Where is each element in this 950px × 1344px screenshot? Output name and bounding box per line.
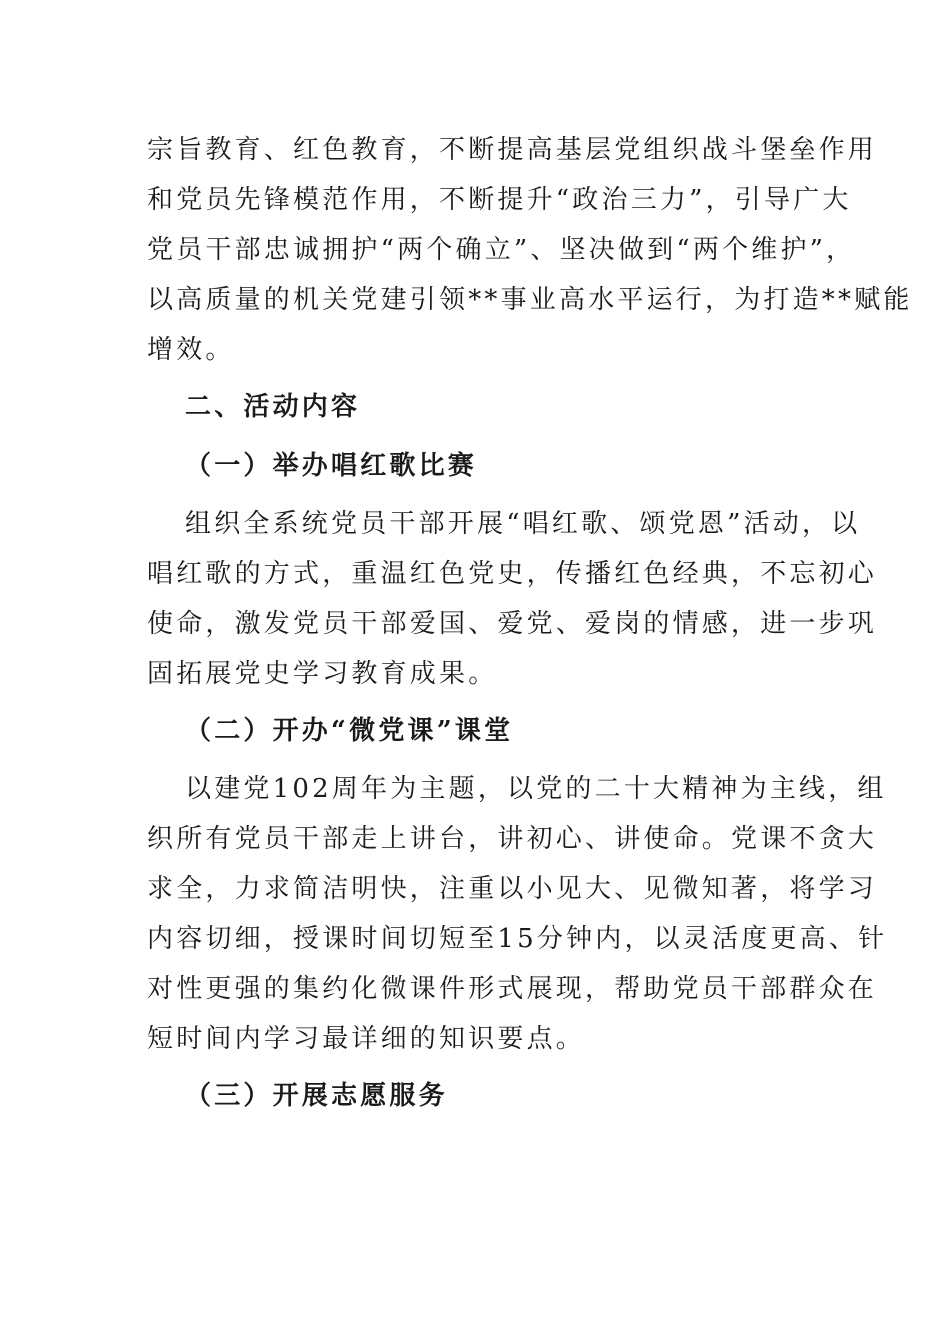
subsection-2-line-3: 求全，力求简洁明快，注重以小见大、见微知著，将学习 xyxy=(147,874,878,904)
subsection-2-line-2: 织所有党员干部走上讲台，讲初心、讲使命。党课不贪大 xyxy=(147,824,878,854)
subsection-1-line-2: 唱红歌的方式，重温红色党史，传播红色经典，不忘初心 xyxy=(147,559,878,589)
subsection-2-heading: （二）开办“微党课”课堂 xyxy=(185,716,514,746)
intro-line-2: 和党员先锋模范作用，不断提升“政治三力”，引导广大 xyxy=(147,185,852,215)
intro-line-4: 以高质量的机关党建引领**事业高水平运行，为打造**赋能 xyxy=(147,285,913,315)
subsection-2-line-1: 以建党102周年为主题，以党的二十大精神为主线，组 xyxy=(185,774,887,804)
subsection-2-line-5: 对性更强的集约化微课件形式展现，帮助党员干部群众在 xyxy=(147,974,878,1004)
subsection-3-heading: （三）开展志愿服务 xyxy=(185,1081,448,1111)
intro-line-1: 宗旨教育、红色教育，不断提高基层党组织战斗堡垒作用 xyxy=(147,135,878,165)
subsection-1-line-3: 使命，激发党员干部爱国、爱党、爱岗的情感，进一步巩 xyxy=(147,609,878,639)
subsection-2-line-4: 内容切细，授课时间切短至15分钟内，以灵活度更高、针 xyxy=(147,924,888,954)
subsection-2-line-6: 短时间内学习最详细的知识要点。 xyxy=(147,1024,586,1054)
subsection-1-line-1: 组织全系统党员干部开展“唱红歌、颂党恩”活动，以 xyxy=(185,509,861,539)
section-heading: 二、活动内容 xyxy=(185,392,361,422)
subsection-1-heading: （一）举办唱红歌比赛 xyxy=(185,451,478,481)
intro-line-3: 党员干部忠诚拥护“两个确立”、坚决做到“两个维护”， xyxy=(147,235,856,265)
intro-line-5: 增效。 xyxy=(147,335,235,365)
subsection-1-line-4: 固拓展党史学习教育成果。 xyxy=(147,659,498,689)
